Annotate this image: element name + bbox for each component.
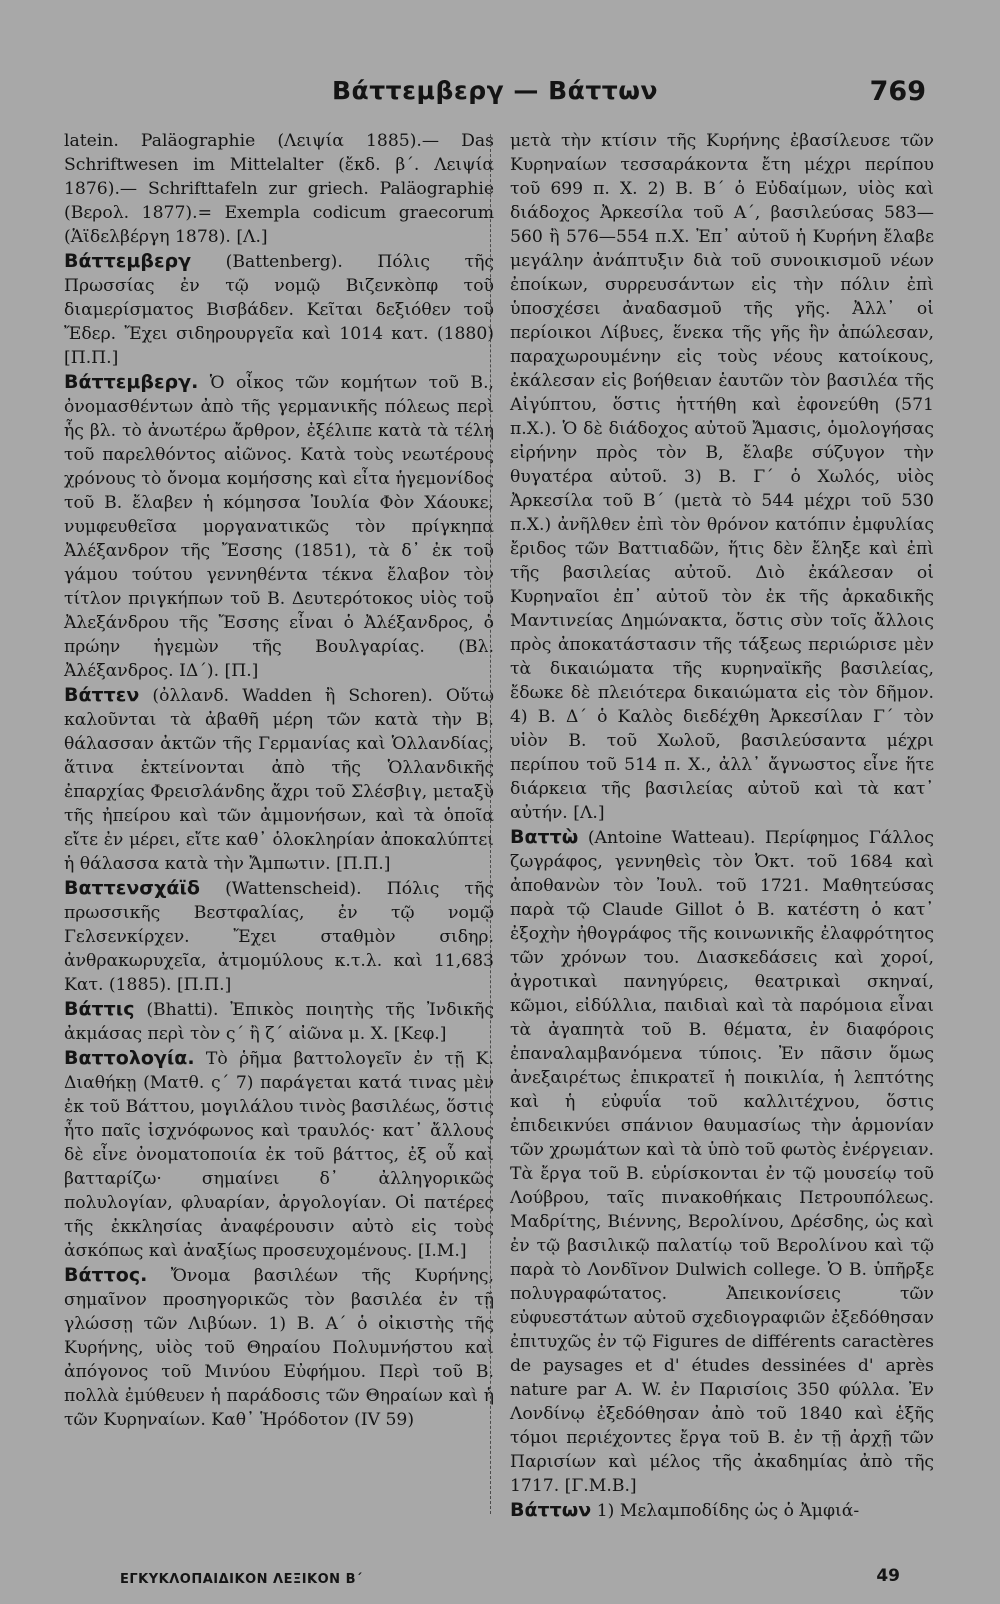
entry-headword: Βαττενσχάϊδ bbox=[64, 877, 200, 899]
right-column bbox=[510, 129, 934, 1523]
entry-text: μετὰ τὴν κτίσιν τῆς Κυρήνης ἐβασίλευσε τῶν Κυρηναίων τεσσαράκοντα ἔτη μέχρι περίπου τοῦ 699 π. Χ. 2) Β. Β΄ ὁ Εὐδαίμων, υἱὸς καὶ διάδοχος Ἀρκεσίλα τοῦ Α΄, βασιλεύσας 583—560 ἢ 576—554 π.Χ. Ἐπ᾽ αὐτοῦ ἡ Κυρήνη ἔλαβε μεγάλην ἀνάπτυξιν διὰ τοῦ συνοικισμοῦ νέων ἐποίκων, συρρευσάντων εἰς τὴν πόλιν ἐπὶ ὑποσχέσει ἀναδασμοῦ τῆς γῆς. Ἀλλ᾽ οἱ περίοικοι Λίβυες, ἕνεκα τῆς γῆς ἣν ἀπώλεσαν, παραχωρουμένην εἰς τοὺς νέους κατοίκους, ἐκάλεσαν εἰς βοήθειαν ἑαυτῶν τὸν βασιλέα τῆς Αἰγύπτου, ὅστις ἡττήθη καὶ ἐφονεύθη (571 π.Χ.). Ὁ δὲ διάδοχος αὐτοῦ Ἄμασις, ὁμολογήσας εἰρήνην πρὸς τὸν Β, ἔλαβε σύζυγον τὴν θυγατέρα αὐτοῦ. 3) Β. Γ΄ ὁ Χωλός, υἱὸς Ἀρκεσίλα τοῦ Β΄ (μετὰ τὸ 544 μέχρι τοῦ 530 π.Χ.) ἀνῆλθεν ἐπὶ τὸν θρόνον κατόπιν ἐμφυλίας ἔριδος τῶν Βαττιαδῶν, ἥτις δὲν ἔληξε καὶ ἐπὶ τῆς βασιλείας αὐτοῦ. Διὸ ἐκάλεσαν οἱ Κυρηναῖοι ἐπ᾽ αὐτοῦ τὸν ἐκ τῆς ἀρκαδικῆς Μαντινείας Δημώνακτα, ὅστις σὺν τοῖς ἄλλοις πρὸς ἀποκατάστασιν τῆς τάξεως περιώρισε μὲν τὰ δικαιώματα τῆς κυρηναϊκῆς βασιλείας, ἔδωκε δὲ πλειότερα δικαιώματα εἰς τὸν δῆμον. 4) Β. Δ΄ ὁ Καλὸς διεδέχθη Ἀρκεσίλαν Γ΄ τὸν υἱὸν Β. τοῦ Χωλοῦ, βασιλεύσαντα μέχρι περίπου τοῦ 514 π. Χ., ἀλλ᾽ ἄγνωστος εἶνε ἥτε διάρκεια τῆς βασιλείας αὐτοῦ καὶ τὰ κατ᾽ αὐτήν. [Λ.] bbox=[510, 131, 934, 823]
dictionary-entry bbox=[64, 129, 494, 249]
dictionary-entry bbox=[64, 876, 494, 997]
dictionary-entry bbox=[64, 997, 494, 1046]
entry-headword: Βάττος. bbox=[64, 1264, 148, 1286]
entry-text: Ὄνομα βασιλέων τῆς Κυρήνης, σημαῖνον προσηγορικῶς τὸν βασιλέα ἐν τῇ γλώσσῃ τῶν Λιβύων. 1) Β. Α΄ ὁ οἰκιστὴς τῆς Κυρήνης, υἱὸς τοῦ Θηραίου Πολυμνήστου καὶ ἀπόγονος τοῦ Μινύου Εὐφήμου. Περὶ τοῦ Β. πολλὰ ἐμύθευεν ἡ παράδοσις τῶν Θηραίων καὶ ἡ τῶν Κυρηναίων. Καθ᾽ Ἡρόδοτον (IV 59) bbox=[64, 1266, 494, 1430]
left-column bbox=[64, 129, 494, 1432]
dictionary-entry bbox=[64, 683, 494, 876]
entry-text: 1) Μελαμποδίδης ὡς ὁ Ἀμφιά- bbox=[596, 1501, 860, 1521]
entry-text: Τὸ ῥῆμα βαττολογεῖν ἐν τῇ Κ. Διαθήκῃ (Ματθ. ς΄ 7) παράγεται κατά τινας μὲν ἐκ τοῦ Βάττου, μογιλάλου τινὸς βασιλέως, ὅστις ἦτο παῖς ἰσχνόφωνος καὶ τραυλός· κατ᾽ ἄλλους δὲ εἶνε ὀνοματοποιία ἐκ τοῦ βάττος, ἐξ οὗ καὶ βατταρίζω· σημαίνει δ᾽ ἀλληγορικῶς πολυλογίαν, φλυαρίαν, ἀργολογίαν. Οἱ πατέρες τῆς ἐκκλησίας ἀναφέρουσιν αὐτὸ εἰς τοὺς ἀσκόπως καὶ ἀναξίως προσευχομένους. [Ι.Μ.] bbox=[64, 1049, 494, 1261]
dictionary-entry bbox=[510, 1498, 934, 1523]
page-header bbox=[64, 76, 926, 120]
dictionary-entry bbox=[64, 1263, 494, 1432]
page-footer bbox=[120, 1566, 900, 1598]
dictionary-entry bbox=[510, 825, 934, 1498]
dictionary-entry bbox=[64, 370, 494, 683]
entry-text: latein. Paläographie (Λειψία 1885).— Das Schriftwesen im Mittelalter (ἔκδ. β΄. Λειψία 1876).— Schrifttafeln zur griech. Paläographie (Βερολ. 1877).= Exempla codicum graecorum (Ἁϊδελβέργη 1878). [Λ.] bbox=[64, 131, 494, 247]
entry-headword: Βάττεν bbox=[64, 684, 140, 706]
dictionary-entry bbox=[510, 129, 934, 825]
entry-headword: Βάττεμβεργ bbox=[64, 250, 192, 272]
entry-text: (ὀλλανδ. Wadden ἢ Schoren). Οὕτω καλοῦνται τὰ ἀβαθῆ μέρη τῶν κατὰ τὴν Β. θάλασσαν ἀκτῶν τῆς Γερμανίας καὶ Ὁλλανδίας, ἅτινα ἐκτείνονται ἀπὸ τῆς Ὁλλανδικῆς ἐπαρχίας Φρεισλάνδης ἄχρι τοῦ Σλέσβιγ, μεταξὺ τῆς ἠπείρου καὶ τῶν ἀμμονήσων, καὶ τὰ ὁποῖα εἴτε ἐν μέρει, εἴτε καθ᾽ ὁλοκληρίαν ἀποκαλύπτει ἡ θάλασσα κατὰ τὴν Ἄμπωτιν. [Π.Π.] bbox=[64, 686, 494, 874]
entry-headword: Βάττεμβεργ. bbox=[64, 371, 199, 393]
entry-text: (Antoine Watteau). Περίφημος Γάλλος ζωγράφος, γεννηθεὶς τὸν Ὀκτ. τοῦ 1684 καὶ ἀποθανὼν τὸν Ἰουλ. τοῦ 1721. Μαθητεύσας παρὰ τῷ Claude Gillot ὁ Β. κατέστη ὁ κατ᾽ ἐξοχὴν ἠθογράφος τῆς κοινωνικῆς ἐλαφρότητος τῶν χρόνων του. Διασκεδάσεις καὶ χοροί, ἀγροτικαὶ πανηγύρεις, θεατρικαὶ σκηναί, κῶμοι, εἰδύλλια, παιδιαὶ καὶ τὰ παρόμοια εἶναι τὰ ἀγαπητὰ τοῦ Β. θέματα, ἐν διαφόροις ἐπαναλαμβανόμενα τύποις. Ἐν πᾶσιν ὅμως ἀνεξαιρέτως ἐπικρατεῖ ἡ ποικιλία, ἡ λεπτότης καὶ ἡ εὐφυΐα τοῦ καλλιτέχνου, ὅστις ἐπιδεικνύει σπάνιον θαυμασίως τὴν ἁρμονίαν τῶν χρωμάτων καὶ τὰ ὑπὸ τοῦ φωτὸς ἐνέργειαν. Τὰ ἔργα τοῦ Β. εὑρίσκονται ἐν τῷ μουσείῳ τοῦ Λούβρου, ταῖς πινακοθήκαις Πετρουπόλεως. Μαδρίτης, Βιέννης, Βερολίνου, Δρέσδης, ὡς καὶ ἐν τῷ βασιλικῷ παλατίῳ τοῦ Βερολίνου καὶ τῷ παρὰ τὸ Λονδῖνον Dulwich college. Ὁ Β. ὑπῆρξε πολυγραφώτατος. Ἀπεικονίσεις τῶν εὐφυεστάτων αὐτοῦ σχεδιογραφιῶν ἐξεδόθησαν ἐπιτυχῶς ἐν τῷ Figures de différents caractères de paysages et d' études dessinées d' après nature par A. W. ἐν Παρισίοις 350 φύλλα. Ἐν Λονδίνῳ ἐξεδόθησαν ἀπὸ τοῦ 1840 καὶ ἑξῆς τόμοι περιέχοντες ἔργα τοῦ Β. ἐν τῇ ἀρχῇ τῶν Παρισίων καὶ μέλος τῆς ἀκαδημίας ἀπὸ τῆς 1717. [Γ.Μ.Β.] bbox=[510, 828, 934, 1496]
dictionary-entry bbox=[64, 249, 494, 370]
entry-text: (Bhatti). Ἐπικὸς ποιητὴς τῆς Ἰνδικῆς ἀκμάσας περὶ τὸν ς΄ ἢ ζ΄ αἰῶνα μ. Χ. [Κεφ.] bbox=[64, 1000, 494, 1044]
entry-headword: Βαττὼ bbox=[510, 826, 579, 848]
entry-headword: Βάττων bbox=[510, 1499, 592, 1521]
entry-text: (Battenberg). Πόλις τῆς Πρωσσίας ἐν τῷ νομῷ Βιζενκὸπφ τοῦ διαμερίσματος Βισβάδεν. Κεῖται δεξιόθεν τοῦ Ἔδερ. Ἔχει σιδηρουργεῖα καὶ 1014 κατ. (1880) [Π.Π.] bbox=[64, 252, 495, 368]
entry-headword: Βαττολογία. bbox=[64, 1047, 195, 1069]
entry-text: Ὁ οἶκος τῶν κομήτων τοῦ Β., ὀνομασθέντων ἀπὸ τῆς γερμανικῆς πόλεως περὶ ἧς βλ. τὸ ἀνωτέρω ἄρθρον, ἐξέλιπε κατὰ τὰ τέλη τοῦ παρελθόντος αἰῶνος. Κατὰ τοὺς νεωτέρους χρόνους τὸ ὄνομα κομήσσης καὶ εἶτα ἡγεμονίδος τοῦ Β. ἔλαβεν ἡ κόμησσα Ἰουλία Φὸν Χάουκε, νυμφευθεῖσα μοργανατικῶς τὸν πρίγκηπα Ἀλέξανδρον τῆς Ἔσσης (1851), τὰ δ᾽ ἐκ τοῦ γάμου τούτου γεννηθέντα τέκνα ἔλαβον τὸν τίτλον πριγκήπων τοῦ Β. Δευτερότοκος υἱὸς τοῦ Ἀλεξάνδρου τῆς Ἔσσης εἶναι ὁ Ἀλέξανδρος, ὁ πρώην ἡγεμὼν τῆς Βουλγαρίας. (Βλ. Ἀλέξανδρος. ΙΔ΄). [Π.] bbox=[64, 373, 494, 681]
footer-imprint: ΕΓΚΥΚΛΟΠΑΙΔΙΚΟΝ ΛΕΞΙΚΟΝ Β΄ bbox=[120, 1572, 363, 1587]
running-head: Βάττεμβεργ — Βάττων bbox=[332, 76, 658, 105]
entry-headword: Βάττις bbox=[64, 998, 135, 1020]
signature-mark: 49 bbox=[876, 1566, 900, 1586]
page-number: 769 bbox=[869, 76, 926, 107]
column-divider bbox=[490, 134, 492, 1514]
entry-text: (Wattenscheid). Πόλις τῆς πρωσσικῆς Βεστφαλίας, ἐν τῷ νομῷ Γελσενκίρχεν. Ἔχει σταθμὸν σιδηρ. ἀνθρακωρυχεῖα, ἀτμομύλους κ.τ.λ. καὶ 11,683 Κατ. (1885). [Π.Π.] bbox=[64, 879, 494, 995]
dictionary-entry bbox=[64, 1046, 494, 1263]
